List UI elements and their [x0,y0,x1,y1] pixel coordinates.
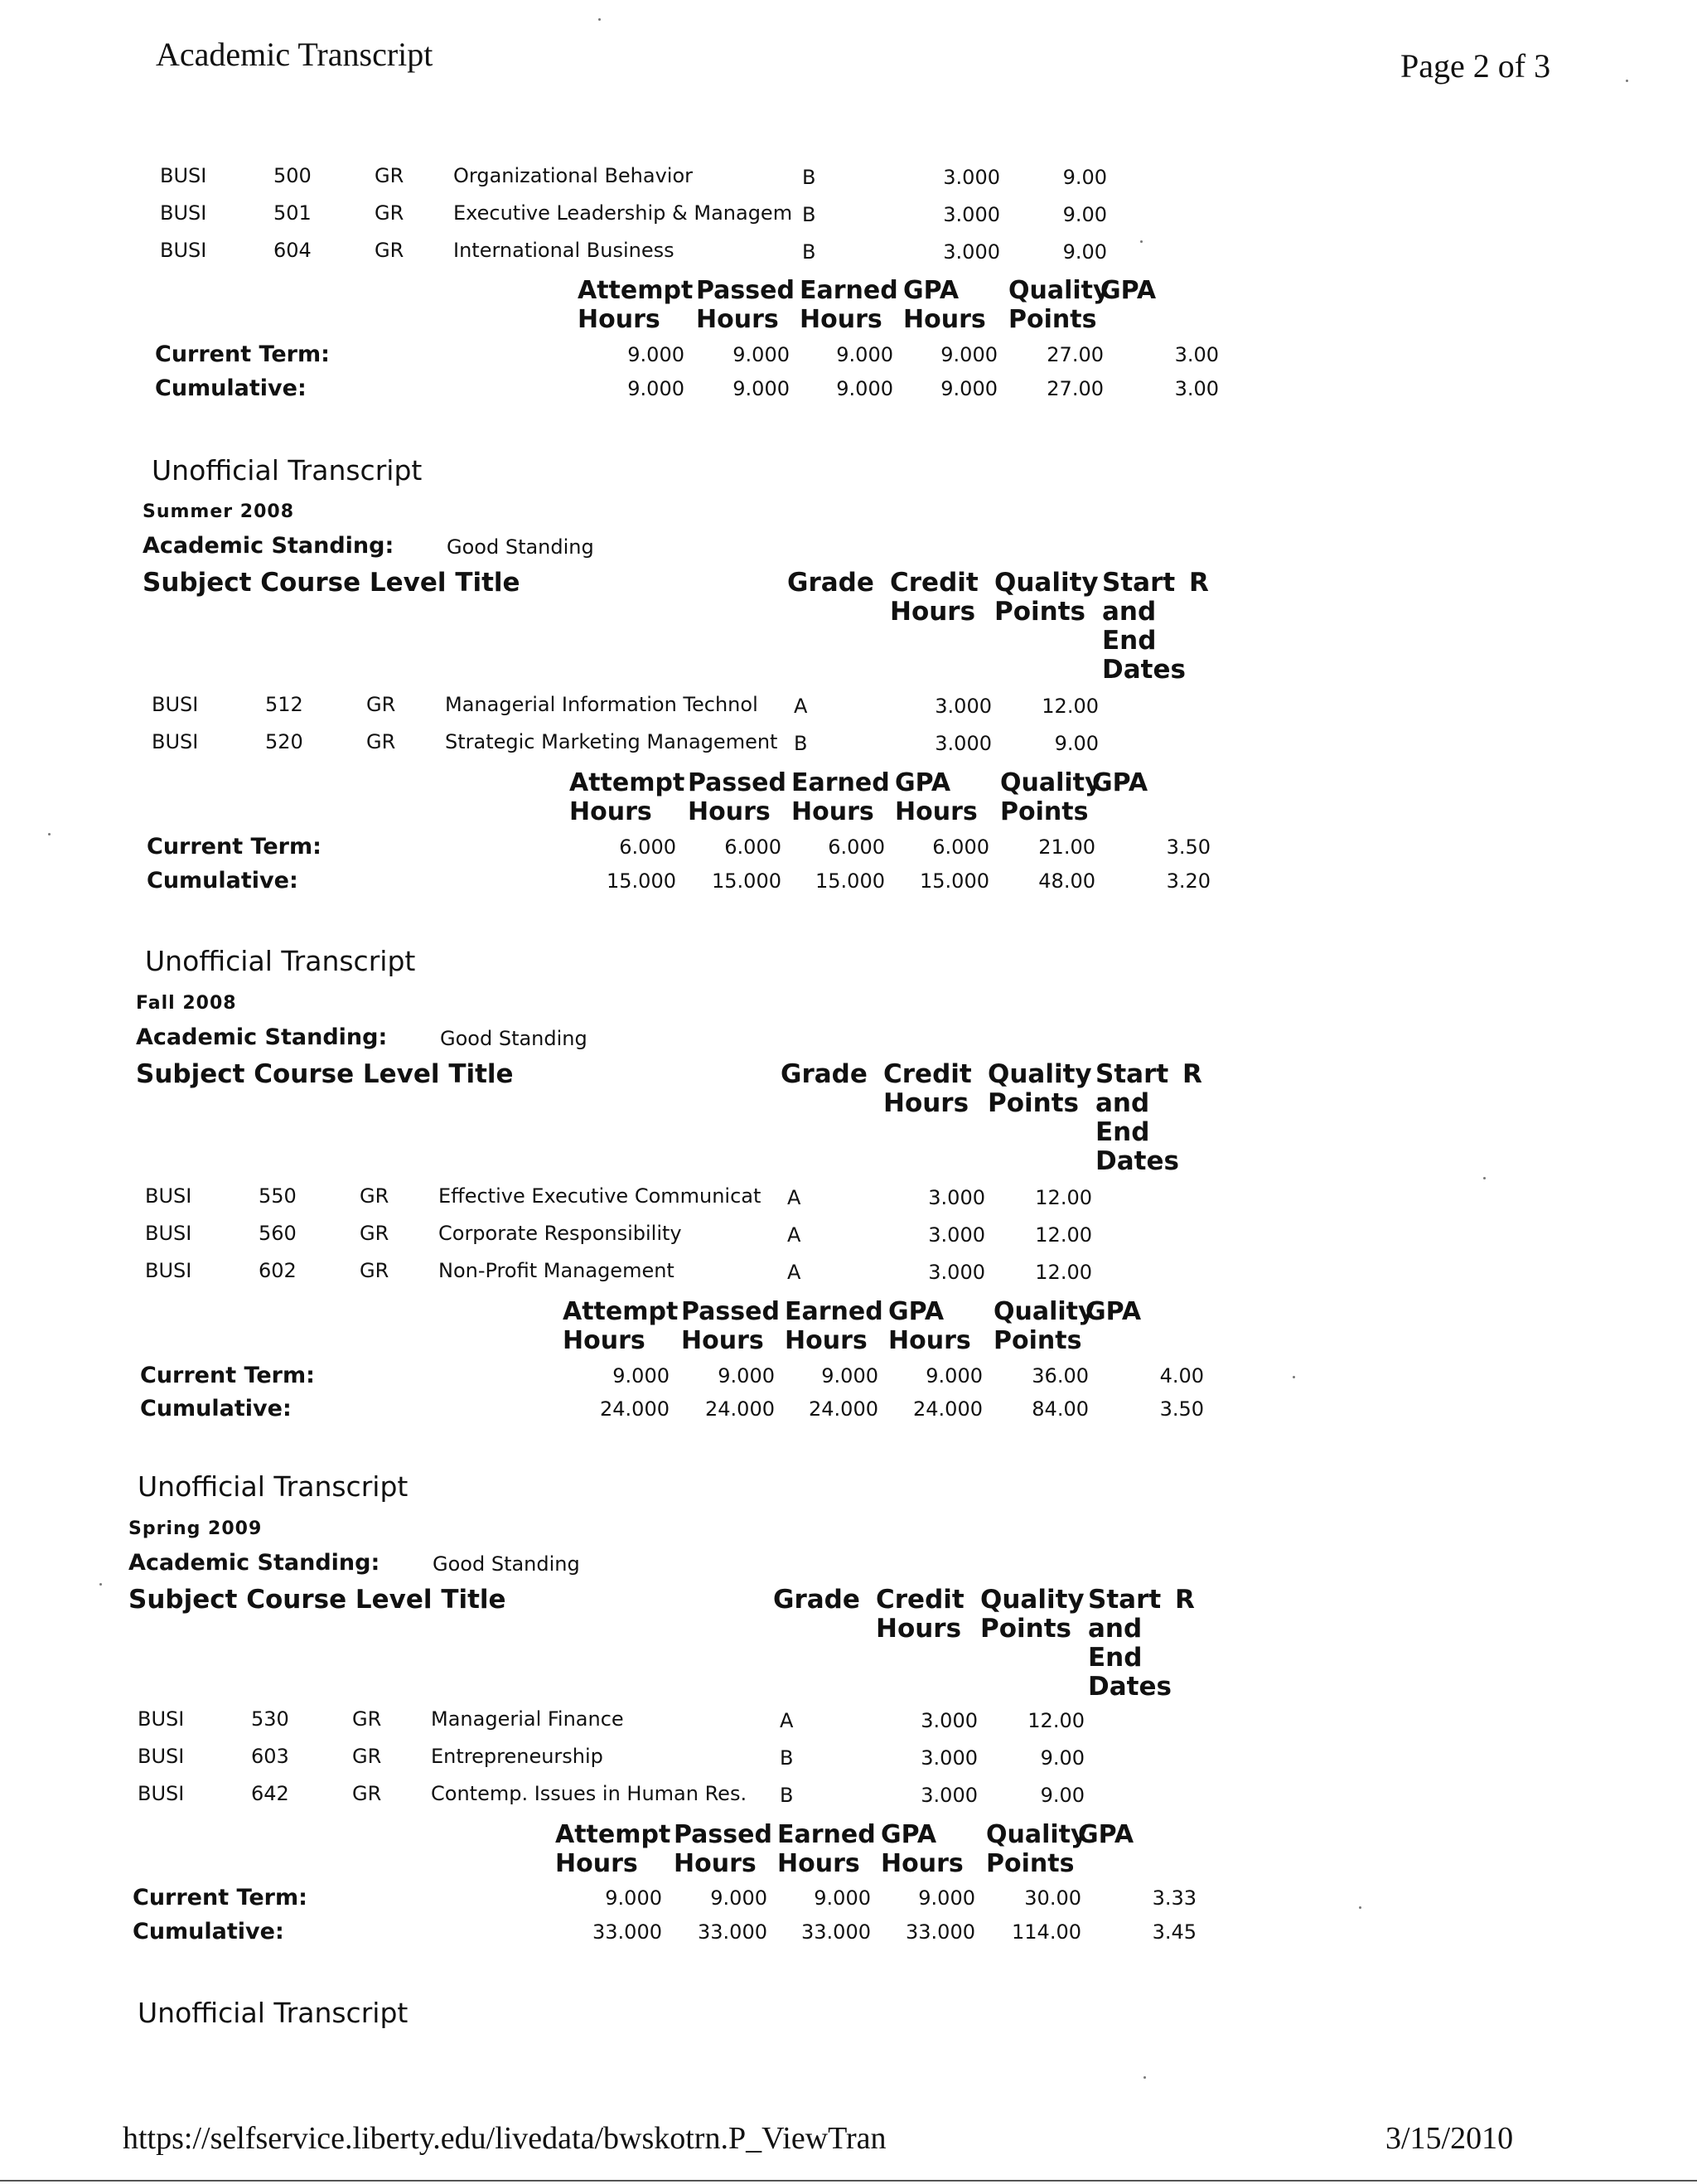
totals-header-earned-hours-2: Hours [785,1326,868,1355]
course-grade: B [802,203,816,226]
term-name: Spring 2009 [128,1518,263,1539]
course-subject: BUSI [138,1782,185,1805]
cumulative-label: Cumulative: [147,868,298,893]
totals-header-earned-hours: Earned [777,1820,876,1849]
cumulative-gpa: 3.50 [1159,1397,1204,1421]
term-name: Fall 2008 [136,993,237,1014]
current-term-label: Current Term: [133,1885,307,1910]
current-term-passed-hours: 9.000 [718,1364,775,1387]
totals-header-passed-hours-2: Hours [696,305,779,334]
course-quality-points: 9.00 [1062,166,1107,189]
totals-header-gpa-hours-2: Hours [881,1849,964,1878]
course-subject: BUSI [145,1259,192,1282]
totals-header-attempt-hours-2: Hours [569,797,652,826]
course-title: Corporate Responsibility [438,1222,682,1245]
col-header-grade: Grade [773,1585,860,1615]
course-subject: BUSI [152,693,199,716]
current-term-attempt-hours: 9.000 [612,1364,670,1387]
course-credit-hours: 3.000 [921,1709,978,1732]
current-term-gpa: 3.50 [1166,835,1211,859]
course-subject: BUSI [160,201,207,225]
totals-header-quality-points-2: Points [1000,797,1089,826]
col-header-start-3: End [1088,1643,1143,1673]
cumulative-earned-hours: 9.000 [836,377,893,400]
current-term-earned-hours: 9.000 [836,343,893,366]
course-quality-points: 9.00 [1062,240,1107,264]
cumulative-attempt-hours: 15.000 [607,869,676,893]
cumulative-gpa-hours: 15.000 [920,869,989,893]
current-term-passed-hours: 9.000 [710,1886,767,1910]
col-header-grade: Grade [781,1059,868,1089]
course-level: GR [352,1782,382,1805]
academic-standing-label: Academic Standing: [143,533,394,559]
totals-header-earned-hours: Earned [791,768,890,797]
totals-header-attempt-hours: Attempt [563,1297,679,1326]
col-header-subject-course-level-title: Subject Course Level Title [136,1059,514,1089]
course-subject: BUSI [152,730,199,753]
totals-header-passed-hours-2: Hours [681,1326,764,1355]
totals-header-passed-hours-2: Hours [688,797,771,826]
course-quality-points: 12.00 [1042,695,1099,718]
current-term-gpa-hours: 9.000 [918,1886,975,1910]
cumulative-passed-hours: 24.000 [705,1397,775,1421]
col-header-quality-2: Points [994,597,1085,627]
course-credit-hours: 3.000 [935,695,992,718]
course-subject: BUSI [145,1222,192,1245]
totals-header-passed-hours: Passed [681,1297,780,1326]
col-header-r: R [1182,1059,1202,1089]
course-level: GR [375,239,404,262]
cumulative-label: Cumulative: [133,1919,284,1944]
course-title: International Business [453,239,674,262]
current-term-gpa: 3.33 [1152,1886,1197,1910]
academic-standing-value: Good Standing [440,1027,587,1050]
current-term-label: Current Term: [140,1363,315,1388]
course-quality-points: 12.00 [1027,1709,1085,1732]
totals-header-passed-hours-2: Hours [674,1849,757,1878]
col-header-subject-course-level-title: Subject Course Level Title [143,568,520,598]
totals-header-gpa-hours: GPA [895,768,951,797]
term-name: Summer 2008 [143,501,295,522]
course-level: GR [375,164,404,187]
col-header-start: Start [1088,1585,1162,1615]
col-header-start-3: End [1095,1117,1150,1147]
totals-header-quality-points-2: Points [994,1326,1082,1355]
totals-header-earned-hours-2: Hours [800,305,882,334]
current-term-gpa-hours: 6.000 [932,835,989,859]
cumulative-earned-hours: 33.000 [801,1920,871,1944]
page-number: Page 2 of 3 [1400,47,1551,85]
col-header-credit: Credit [883,1059,972,1089]
current-term-earned-hours: 9.000 [814,1886,871,1910]
totals-header-earned-hours-2: Hours [791,797,874,826]
academic-standing-value: Good Standing [433,1552,580,1576]
totals-header-gpa-hours-2: Hours [888,1326,971,1355]
col-header-r: R [1189,568,1209,598]
cumulative-passed-hours: 33.000 [698,1920,767,1944]
col-header-start: Start [1095,1059,1169,1089]
totals-header-quality-points: Quality [1000,768,1101,797]
col-header-credit-2: Hours [890,597,976,627]
cumulative-gpa-hours: 24.000 [913,1397,983,1421]
totals-header-gpa: GPA [1085,1297,1142,1326]
cumulative-attempt-hours: 9.000 [627,377,684,400]
course-quality-points: 12.00 [1035,1186,1092,1209]
col-header-quality: Quality [980,1585,1085,1615]
col-header-subject-course-level-title: Subject Course Level Title [128,1585,506,1615]
col-header-start-2: and [1095,1088,1150,1118]
col-header-credit: Credit [890,568,979,598]
course-level: GR [360,1259,389,1282]
course-number: 604 [273,239,312,262]
totals-header-quality-points: Quality [1008,276,1110,305]
current-term-gpa-hours: 9.000 [926,1364,983,1387]
current-term-attempt-hours: 9.000 [605,1886,662,1910]
totals-header-passed-hours: Passed [696,276,795,305]
totals-header-passed-hours: Passed [688,768,786,797]
course-quality-points: 12.00 [1035,1261,1092,1284]
course-credit-hours: 3.000 [921,1784,978,1807]
scan-speck [99,1583,102,1586]
totals-header-attempt-hours: Attempt [578,276,694,305]
course-quality-points: 9.00 [1040,1746,1085,1770]
course-level: GR [366,730,396,753]
cumulative-gpa: 3.45 [1152,1920,1197,1944]
cumulative-gpa: 3.20 [1166,869,1211,893]
course-number: 520 [265,730,303,753]
current-term-label: Current Term: [147,834,322,860]
footer-url[interactable]: https://selfservice.liberty.edu/livedata/bwskotrn.P_ViewTran [123,2121,887,2156]
totals-header-earned-hours-2: Hours [777,1849,860,1878]
cumulative-attempt-hours: 33.000 [592,1920,662,1944]
course-quality-points: 9.00 [1040,1784,1085,1807]
course-number: 530 [251,1707,289,1731]
course-subject: BUSI [160,239,207,262]
col-header-r: R [1175,1585,1195,1615]
cumulative-quality-points: 84.00 [1032,1397,1089,1421]
totals-header-gpa-hours-2: Hours [895,797,978,826]
totals-header-gpa: GPA [1100,276,1157,305]
scan-speck [1359,1906,1361,1909]
current-term-passed-hours: 6.000 [724,835,781,859]
course-credit-hours: 3.000 [943,240,1000,264]
course-level: GR [375,201,404,225]
scan-speck [48,833,51,835]
current-term-gpa: 4.00 [1159,1364,1204,1387]
course-grade: B [794,732,808,755]
current-term-gpa-hours: 9.000 [940,343,998,366]
footer-date: 3/15/2010 [1385,2121,1514,2156]
current-term-passed-hours: 9.000 [732,343,790,366]
cumulative-passed-hours: 15.000 [712,869,781,893]
totals-header-gpa-hours-2: Hours [903,305,986,334]
course-level: GR [360,1184,389,1208]
totals-header-gpa: GPA [1078,1820,1134,1849]
col-header-start-2: and [1088,1614,1143,1644]
unofficial-transcript-heading: Unofficial Transcript [152,454,423,487]
course-quality-points: 12.00 [1035,1223,1092,1247]
col-header-grade: Grade [787,568,874,598]
course-title: Contemp. Issues in Human Res. [431,1782,747,1805]
course-subject: BUSI [145,1184,192,1208]
course-credit-hours: 3.000 [928,1223,985,1247]
course-number: 512 [265,693,303,716]
totals-header-passed-hours: Passed [674,1820,772,1849]
totals-header-earned-hours: Earned [800,276,898,305]
current-term-quality-points: 36.00 [1032,1364,1089,1387]
course-grade: A [787,1186,801,1209]
course-subject: BUSI [138,1707,185,1731]
cumulative-quality-points: 27.00 [1047,377,1104,400]
col-header-quality: Quality [994,568,1099,598]
col-header-start-4: Dates [1095,1146,1179,1176]
course-number: 501 [273,201,312,225]
course-credit-hours: 3.000 [928,1186,985,1209]
cumulative-quality-points: 48.00 [1038,869,1095,893]
cumulative-earned-hours: 24.000 [809,1397,878,1421]
col-header-start: Start [1102,568,1176,598]
course-level: GR [366,693,396,716]
course-number: 603 [251,1745,289,1768]
totals-header-earned-hours: Earned [785,1297,883,1326]
scan-speck [598,18,601,21]
unofficial-transcript-heading: Unofficial Transcript [138,1997,409,2029]
scan-speck [1143,2076,1146,2079]
col-header-credit: Credit [876,1585,965,1615]
cumulative-label: Cumulative: [155,375,307,401]
scan-speck [1293,1376,1295,1378]
header-title: Academic Transcript [156,36,433,73]
academic-standing-label: Academic Standing: [128,1550,380,1576]
totals-header-quality-points-2: Points [986,1849,1075,1878]
course-title: Non-Profit Management [438,1259,674,1282]
course-level: GR [352,1745,382,1768]
course-number: 642 [251,1782,289,1805]
cumulative-gpa-hours: 33.000 [906,1920,975,1944]
course-title: Strategic Marketing Management [445,730,778,753]
totals-header-gpa: GPA [1092,768,1148,797]
course-grade: A [787,1223,801,1247]
current-term-label: Current Term: [155,341,330,367]
col-header-quality-2: Points [980,1614,1071,1644]
course-grade: A [794,695,808,718]
col-header-start-4: Dates [1102,655,1186,685]
totals-header-gpa-hours: GPA [888,1297,945,1326]
current-term-quality-points: 30.00 [1024,1886,1081,1910]
course-subject: BUSI [138,1745,185,1768]
course-credit-hours: 3.000 [943,203,1000,226]
course-title: Managerial Information Technol [445,693,758,716]
col-header-start-3: End [1102,626,1157,656]
current-term-quality-points: 21.00 [1038,835,1095,859]
scan-speck [1140,240,1143,243]
totals-header-quality-points-2: Points [1008,305,1097,334]
cumulative-passed-hours: 9.000 [732,377,790,400]
cumulative-quality-points: 114.00 [1012,1920,1081,1944]
course-title: Entrepreneurship [431,1745,603,1768]
course-title: Organizational Behavior [453,164,694,187]
totals-header-gpa-hours: GPA [903,276,960,305]
current-term-earned-hours: 9.000 [821,1364,878,1387]
current-term-gpa: 3.00 [1174,343,1219,366]
totals-header-attempt-hours-2: Hours [563,1326,645,1355]
course-grade: A [787,1261,801,1284]
col-header-quality: Quality [988,1059,1092,1089]
cumulative-label: Cumulative: [140,1396,292,1421]
course-grade: B [780,1746,794,1770]
course-credit-hours: 3.000 [943,166,1000,189]
current-term-attempt-hours: 9.000 [627,343,684,366]
course-number: 500 [273,164,312,187]
current-term-quality-points: 27.00 [1047,343,1104,366]
totals-header-attempt-hours-2: Hours [578,305,660,334]
totals-header-gpa-hours: GPA [881,1820,937,1849]
col-header-credit-2: Hours [883,1088,969,1118]
course-credit-hours: 3.000 [935,732,992,755]
course-credit-hours: 3.000 [921,1746,978,1770]
totals-header-attempt-hours-2: Hours [555,1849,638,1878]
current-term-attempt-hours: 6.000 [619,835,676,859]
course-grade: B [802,240,816,264]
course-number: 560 [259,1222,297,1245]
course-title: Effective Executive Communicat [438,1184,761,1208]
scan-speck [1483,1177,1486,1179]
col-header-start-4: Dates [1088,1672,1172,1702]
course-level: GR [360,1222,389,1245]
academic-standing-value: Good Standing [447,535,594,559]
cumulative-gpa-hours: 9.000 [940,377,998,400]
course-grade: B [780,1784,794,1807]
course-subject: BUSI [160,164,207,187]
col-header-start-2: and [1102,597,1157,627]
cumulative-earned-hours: 15.000 [815,869,885,893]
course-quality-points: 9.00 [1062,203,1107,226]
totals-header-quality-points: Quality [986,1820,1087,1849]
course-grade: B [802,166,816,189]
col-header-credit-2: Hours [876,1614,962,1644]
course-level: GR [352,1707,382,1731]
course-title: Executive Leadership & Managem [453,201,793,225]
scan-speck [1626,80,1628,82]
page-bottom-rule [0,2180,1697,2182]
col-header-quality-2: Points [988,1088,1079,1118]
course-number: 550 [259,1184,297,1208]
academic-standing-label: Academic Standing: [136,1024,388,1050]
cumulative-attempt-hours: 24.000 [600,1397,670,1421]
totals-header-attempt-hours: Attempt [569,768,685,797]
course-number: 602 [259,1259,297,1282]
course-quality-points: 9.00 [1054,732,1099,755]
unofficial-transcript-heading: Unofficial Transcript [138,1470,409,1503]
totals-header-attempt-hours: Attempt [555,1820,671,1849]
current-term-earned-hours: 6.000 [828,835,885,859]
course-title: Managerial Finance [431,1707,624,1731]
totals-header-quality-points: Quality [994,1297,1095,1326]
course-credit-hours: 3.000 [928,1261,985,1284]
unofficial-transcript-heading: Unofficial Transcript [145,945,416,977]
course-grade: A [780,1709,794,1732]
cumulative-gpa: 3.00 [1174,377,1219,400]
